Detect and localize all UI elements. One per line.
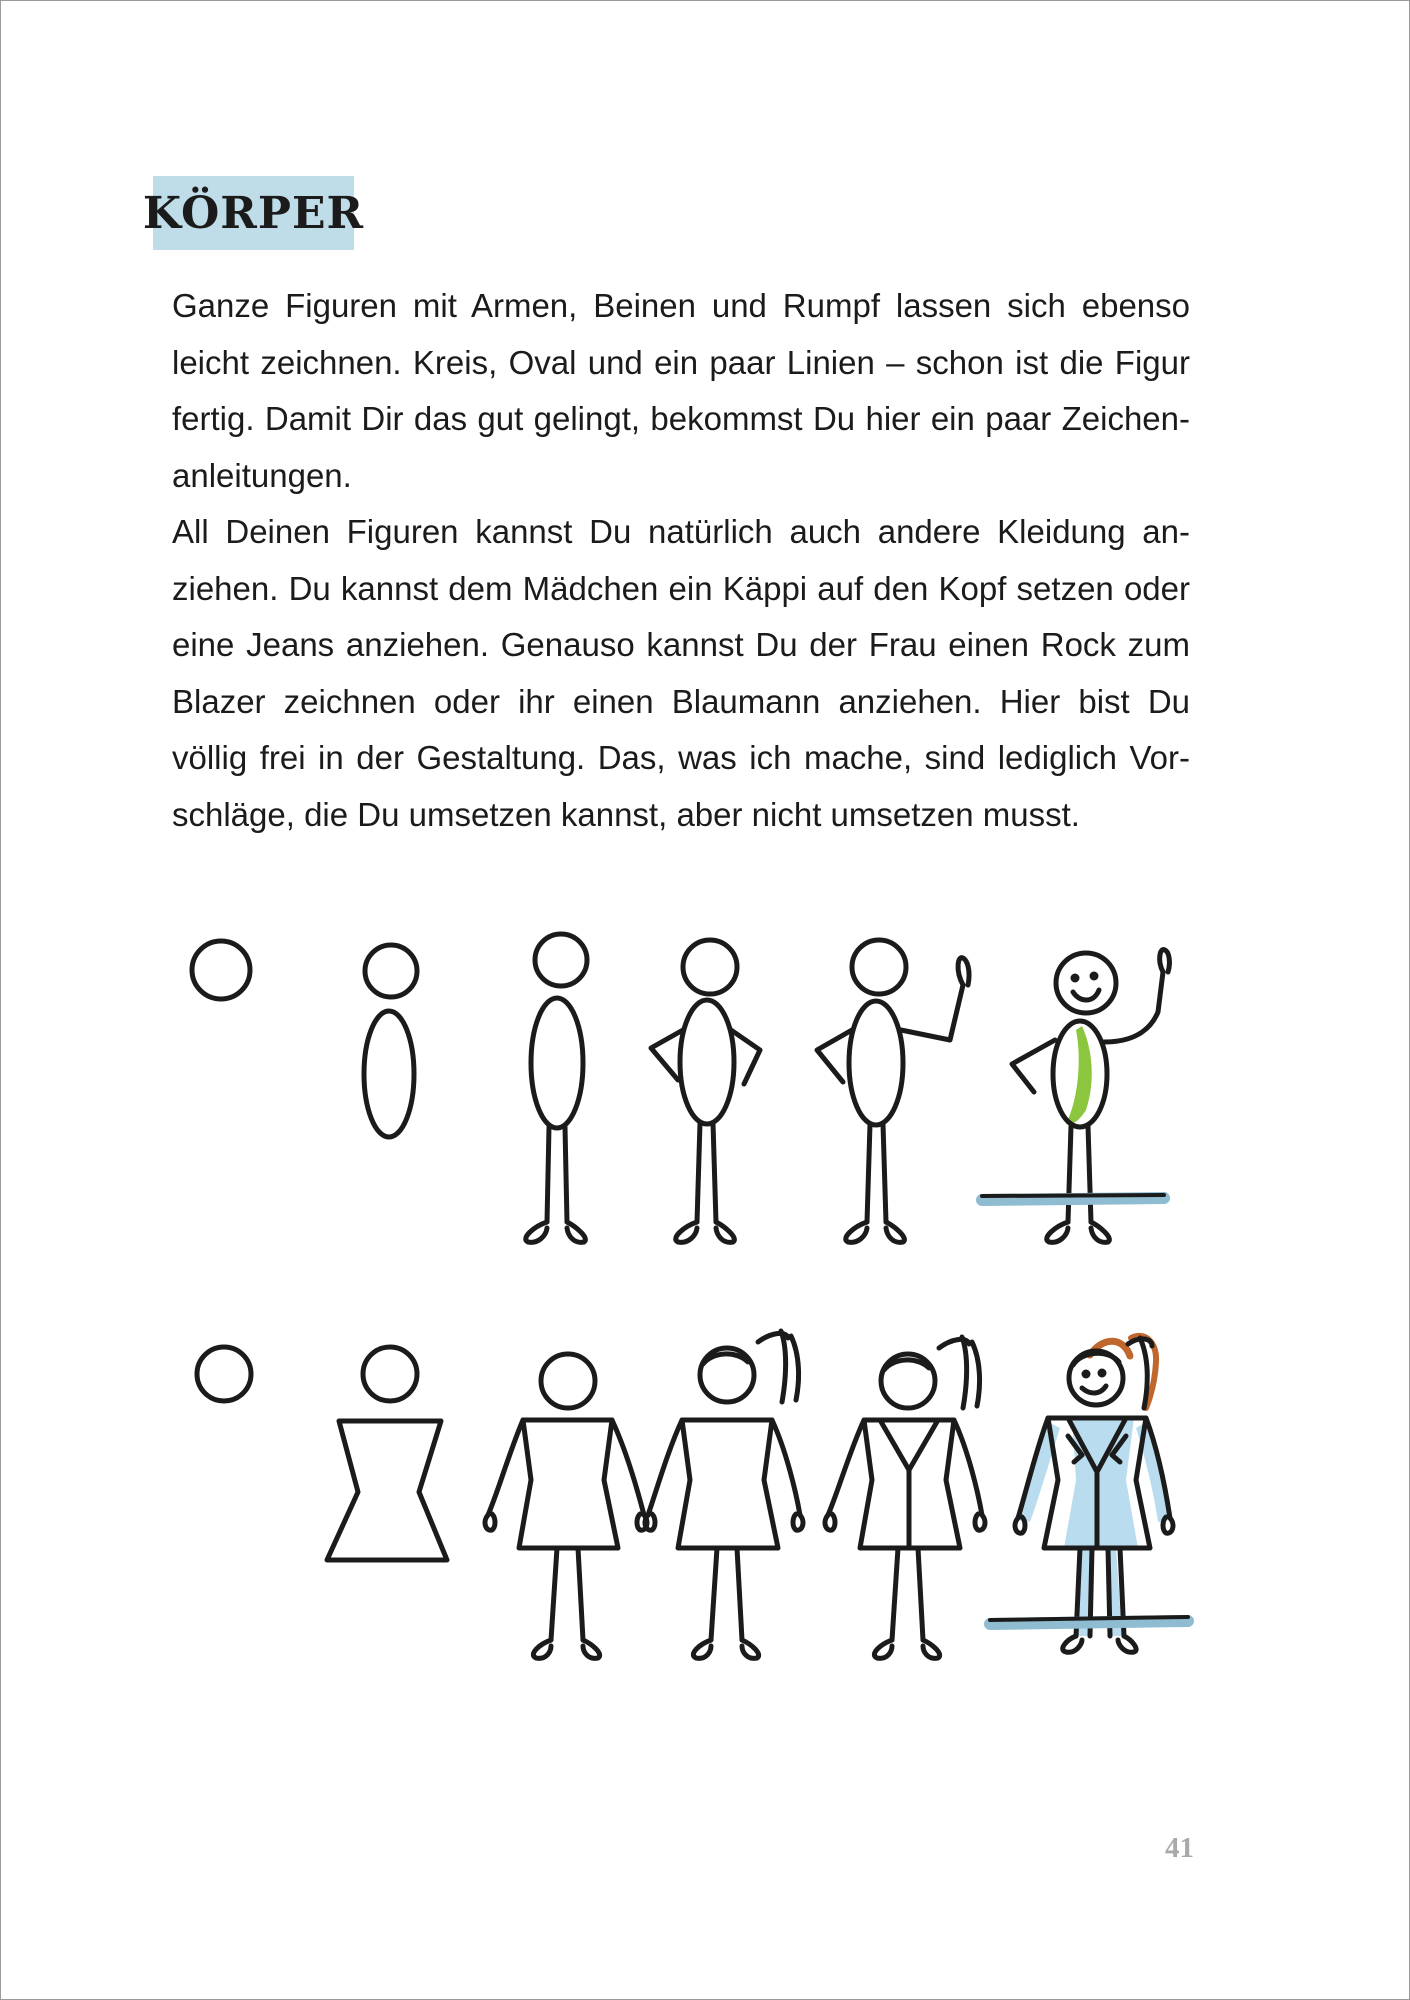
paragraph-2: All Deinen Figuren kannst Du natürlich auch andere Kleidung an-ziehen. Du kannst dem Mädchen ein Käppi auf den Kopf setzen oder eine Jeans anziehen. Genauso kannst Du der Frau einen Rock zum Blazer zeichnen oder ihr einen Blaumann anziehen. Hier bist Du völlig frei in der Gestaltung. Das, was ich mache, sind lediglich Vor-schläge, die Du umsetzen kannst, aber nicht umsetzen musst. — [172, 513, 1190, 833]
figure-row1-step3 — [526, 934, 587, 1242]
figure-row2-step5 — [825, 1337, 985, 1658]
ground-line-row2 — [990, 1617, 1188, 1624]
figure-row1-step5 — [817, 940, 969, 1242]
figure-row1-step2 — [364, 945, 417, 1137]
figure-row2-step2 — [327, 1347, 447, 1560]
figure-row2-step4 — [645, 1331, 803, 1658]
figure-row2-step3 — [485, 1354, 647, 1658]
paragraph-1: Ganze Figuren mit Armen, Beinen und Rumpf lassen sich ebenso leicht zeichnen. Kreis, Oval und ein paar Linien – schon ist die Figur fertig. Damit Dir das gut gelingt, bekommst Du hier ein paar Zeichen-anleitungen. — [172, 287, 1190, 494]
figure-row1-step4 — [651, 940, 760, 1242]
figure-row2-step1 — [197, 1347, 251, 1401]
page-number: 41 — [1165, 1832, 1194, 1864]
page-heading: KÖRPER — [142, 187, 365, 239]
figure-row1-step1 — [192, 941, 250, 999]
figure-row2-step6 — [1015, 1336, 1173, 1652]
ground-line-row1 — [982, 1195, 1164, 1200]
